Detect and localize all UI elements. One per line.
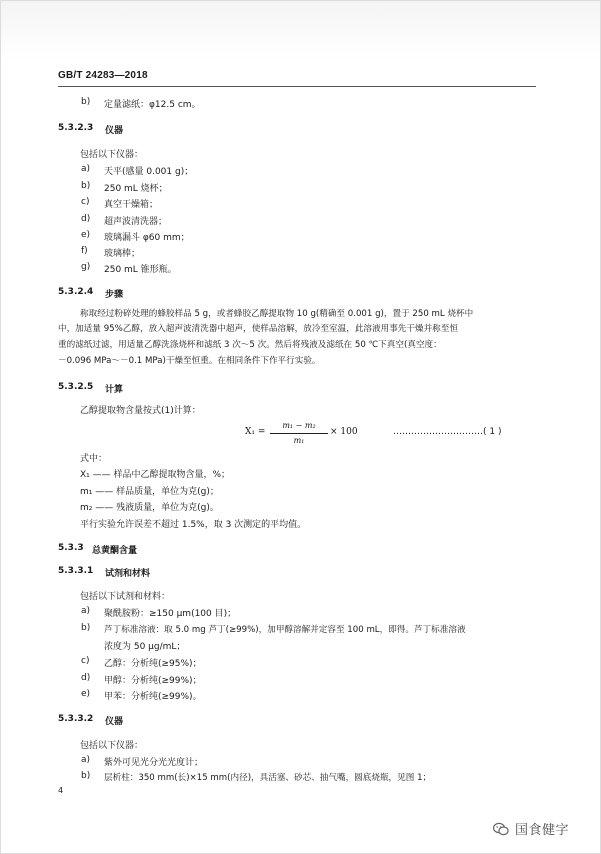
body-line: －0.096 MPa～－0.1 MPa)干燥至恒重。在相同条件下作平行实验。 — [58, 356, 321, 366]
list-item: 层析柱：350 mm(长)×15 mm(内径)，具活塞、砂芯、抽气嘴，圆底烧瓶，见图 1； — [104, 773, 432, 783]
formula-denominator: m₁ — [293, 436, 305, 445]
header-rule — [58, 86, 536, 87]
section-number: 5.3.2.5 — [58, 382, 94, 392]
section-title: 仪器 — [105, 126, 124, 136]
page-number: 4 — [58, 786, 64, 795]
list-item: 定量滤纸：φ12.5 cm。 — [104, 100, 201, 110]
list-item: 250 mL 烧杯； — [104, 184, 168, 194]
fraction-bar — [270, 433, 328, 434]
section-intro: 包括以下仪器： — [80, 741, 144, 751]
formula-numerator: m₁ − m₂ — [282, 421, 316, 430]
section-intro: 乙醇提取物含量按式(1)计算： — [80, 406, 201, 416]
list-marker: d) — [81, 214, 91, 224]
list-marker: e) — [81, 230, 91, 240]
standard-number: GB/T 24283—2018 — [58, 70, 148, 81]
list-item: 芦丁标准溶液：取 5.0 mg 芦丁(≥99%)，加甲醇溶解并定容至 100 mL，即得。芦丁标准溶液 — [104, 625, 466, 635]
section-title: 总黄酮含量 — [92, 546, 138, 556]
list-item: 聚酰胺粉：≥150 μm(100 目)； — [104, 609, 237, 619]
definition: X₁ —— 样品中乙醇提取物含量，%； — [80, 470, 231, 480]
formula-ref: …………………………( 1 ) — [393, 427, 502, 437]
definition: m₁ —— 样品质量，单位为克(g)； — [80, 487, 219, 497]
body-line: 中，加适量 95%乙醇，放入超声波清洗器中超声，使样品溶解，放冷至室温，此溶液用事先干燥并称至恒 — [58, 324, 458, 334]
list-marker: a) — [81, 164, 91, 174]
section-intro: 包括以下仪器： — [80, 150, 144, 160]
list-item: 乙醇：分析纯(≥95%)； — [104, 659, 202, 669]
list-item: 玻璃漏斗 φ60 mm； — [104, 233, 190, 243]
list-marker: b) — [81, 771, 91, 781]
section-title: 试剂和材料 — [105, 569, 151, 579]
list-item: 天平(感量 0.001 g)； — [104, 167, 194, 177]
list-marker: c) — [81, 656, 90, 666]
where-label: 式中： — [80, 454, 108, 464]
body-line: 称取经过粉碎处理的蜂胶样品 5 g，或者蜂胶乙醇提取物 10 g(精确至 0.001 g)，置于 250 mL 烧杯中 — [80, 309, 474, 319]
section-number: 5.3.3 — [58, 543, 84, 553]
section-title: 计算 — [105, 385, 124, 395]
list-marker: b) — [81, 181, 91, 191]
section-intro: 包括以下试剂和材料： — [80, 592, 171, 602]
formula-multiplier: × 100 — [330, 427, 358, 437]
section-title: 步骤 — [105, 290, 124, 300]
formula-lhs: X₁ = — [245, 427, 266, 437]
list-item: 超声波清洗器； — [104, 217, 168, 227]
wechat-icon — [493, 822, 509, 836]
watermark-text: 国食健字 — [515, 823, 570, 838]
list-item-continued: 浓度为 50 μg/mL； — [104, 642, 186, 652]
list-item: 真空干燥箱； — [104, 200, 159, 210]
watermark — [493, 819, 569, 838]
list-marker: e) — [81, 689, 91, 699]
list-marker: f) — [81, 246, 88, 256]
list-marker: d) — [81, 673, 91, 683]
list-marker: a) — [81, 606, 91, 616]
list-marker: g) — [81, 262, 91, 272]
section-number: 5.3.2.3 — [58, 123, 94, 133]
list-marker: b) — [81, 623, 91, 633]
section-number: 5.3.2.4 — [58, 287, 94, 297]
list-item: 玻璃棒； — [104, 249, 141, 259]
list-marker: c) — [81, 197, 90, 207]
body-line: 重的滤纸过滤，用适量乙醇洗涤烧杯和滤纸 3 次～5 次。然后将残液及滤纸在 50 ℃下真空(真空度： — [58, 340, 442, 350]
section-title: 仪器 — [105, 717, 124, 727]
section-number: 5.3.3.1 — [58, 566, 94, 576]
note: 平行实验允许误差不超过 1.5%，取 3 次测定的平均值。 — [80, 520, 307, 530]
list-item: 甲苯：分析纯(≥99%)。 — [104, 692, 202, 702]
list-item: 250 mL 锥形瓶。 — [104, 265, 177, 275]
section-number: 5.3.3.2 — [58, 714, 94, 724]
list-marker: a) — [81, 755, 91, 765]
list-item: 甲醇：分析纯(≥99%)； — [104, 676, 202, 686]
definition: m₂ —— 残液质量，单位为克(g)。 — [80, 503, 219, 513]
list-marker: b) — [81, 97, 91, 107]
list-item: 紫外可见光分光光度计； — [104, 758, 204, 768]
